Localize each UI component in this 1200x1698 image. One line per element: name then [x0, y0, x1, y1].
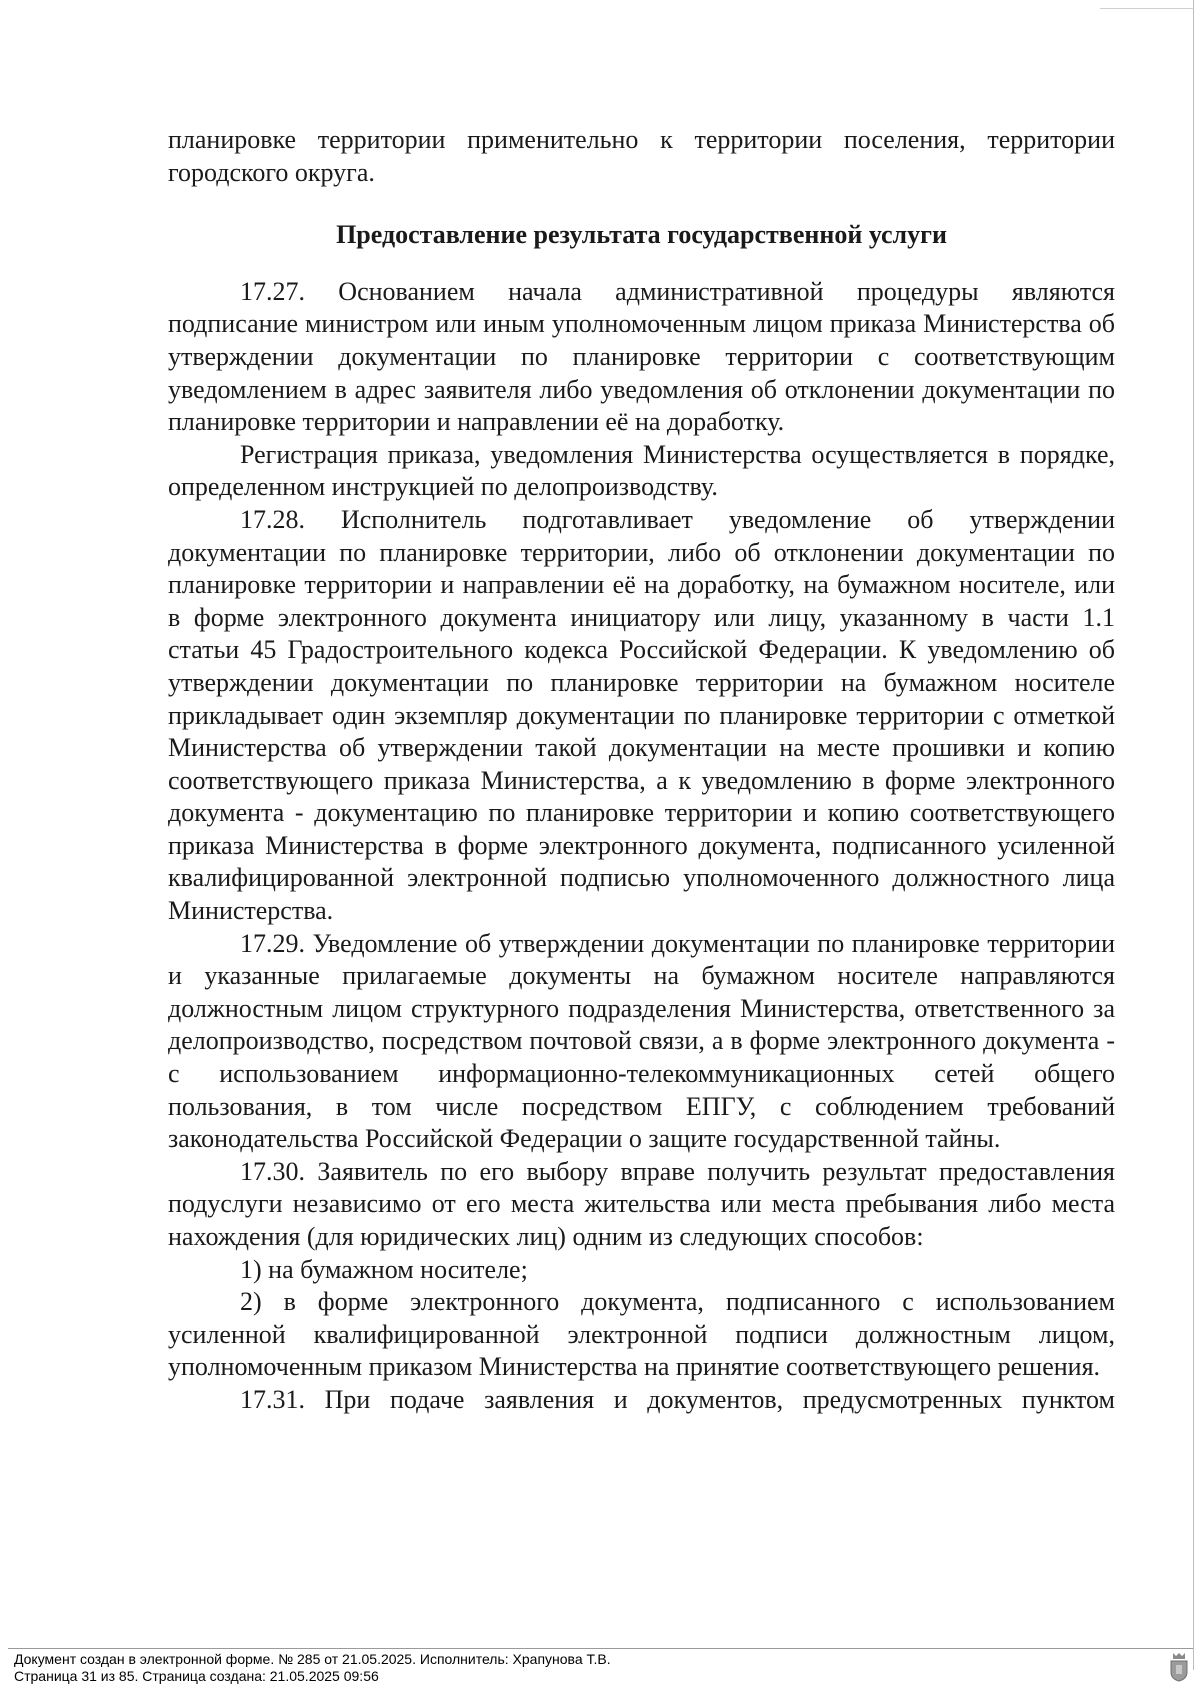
list-item-1: 1) на бумажном носителе;: [240, 1254, 528, 1284]
page-edge-top: [1100, 8, 1194, 9]
footer-divider: [8, 1648, 1193, 1649]
paragraph-continuation: планировке территории применительно к территории поселения, территории городского округа.: [168, 125, 1115, 187]
footer-line-1: Документ создан в электронной форме. № 285 от 21.05.2025. Исполнитель: Храпунова Т.В.: [14, 1651, 611, 1667]
paragraph-17-31: 17.31. При подаче заявления и документов, предусмотренных пунктом: [240, 1384, 1115, 1414]
footer-line-2: Страница 31 из 85. Страница создана: 21.05.2025 09:56: [14, 1668, 379, 1684]
coat-of-arms-icon: [1168, 1652, 1190, 1682]
paragraph-17-30: 17.30. Заявитель по его выбору вправе получить результат предоставления подуслуги независимо от его места жительства или места пребывания либо места нахождения (для юридических лиц) одним из следующих способов:: [168, 1156, 1115, 1251]
page-edge-right: [1193, 0, 1194, 1670]
paragraph-17-29: 17.29. Уведомление об утверждении документации по планировке территории и указанные прилагаемые документы на бумажном носителе направляются должностным лицом структурного подразделения Министерства, ответственного за делопроизводство, посредством почтовой связи, а в форме электронного документа - с использованием информационно-телекоммуникационных сетей общего пользования, в том числе посредством ЕПГУ, с соблюдением требований законодательства Российской Федерации о защите государственной тайны.: [168, 928, 1115, 1154]
paragraph-17-28: 17.28. Исполнитель подготавливает уведомление об утверждении документации по планировке территории, либо об отклонении документации по планировке территории и направлении её на доработку, на бумажном носителе, или в форме электронного документа инициатору или лицу, указанному в части 1.1 статьи 45 Градостроительного кодекса Российской Федерации. К уведомлению об утверждении документации по планировке территории на бумажном носителе прикладывает один экземпляр документации по планировке территории с отметкой Министерства об утверждении такой документации на месте прошивки и копию соответствующего приказа Министерства, а к уведомлению в форме электронного документа - документацию по планировке территории и копию соответствующего приказа Министерства в форме электронного документа, подписанного усиленной квалифицированной электронной подписью уполномоченного должностного лица Министерства.: [168, 504, 1115, 926]
paragraph-17-27-registration: Регистрация приказа, уведомления Министерства осуществляется в порядке, определенном инструкцией по делопроизводству.: [168, 439, 1115, 502]
document-footer: [14, 1651, 611, 1685]
list-item-2: 2) в форме электронного документа, подписанного с использованием усиленной квалифицированной электронной подписи должностным лицом, уполномоченным приказом Министерства на принятие соответствующего решения.: [168, 1287, 1115, 1382]
section-heading: Предоставление результата государственной услуги: [336, 220, 947, 250]
paragraph-17-27: 17.27. Основанием начала административной процедуры являются подписание министром или иным уполномоченным лицом приказа Министерства об утверждении документации по планировке территории с соответствующим уведомлением в адрес заявителя либо уведомления об отклонении документации по планировке территории и направлении её на доработку.: [168, 276, 1115, 437]
document-body: [168, 124, 1115, 1417]
